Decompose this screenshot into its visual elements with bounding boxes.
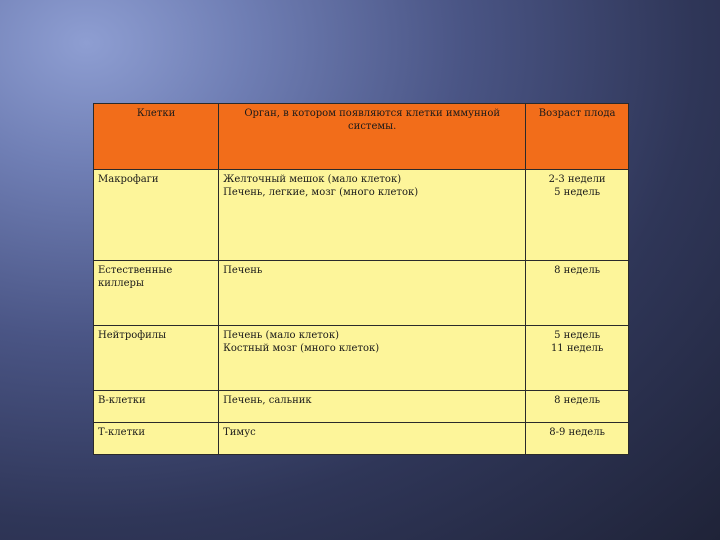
cell-type: Макрофаги xyxy=(94,170,219,261)
table-row xyxy=(94,326,629,391)
age-cell xyxy=(526,261,629,326)
age-line: 8 недель xyxy=(554,395,601,406)
organ-cell xyxy=(219,326,526,391)
header-organ: Орган, в котором появляются клетки иммунной системы. xyxy=(219,104,526,170)
cell-type: В-клетки xyxy=(94,391,219,423)
age-cell xyxy=(526,326,629,391)
age-cell xyxy=(526,423,629,455)
organ-line: Печень (мало клеток) xyxy=(223,330,339,341)
table-row xyxy=(94,423,629,455)
age-line: 8-9 недель xyxy=(549,427,605,438)
organ-cell xyxy=(219,391,526,423)
table-row xyxy=(94,391,629,423)
age-line: 8 недель xyxy=(554,265,601,276)
age-cell xyxy=(526,391,629,423)
table-row xyxy=(94,170,629,261)
header-age: Возраст плода xyxy=(526,104,629,170)
age-line: 11 недель xyxy=(550,343,604,354)
table-row xyxy=(94,261,629,326)
age-line: 2-3 недели xyxy=(548,174,606,185)
organ-cell xyxy=(219,261,526,326)
organ-line: Тимус xyxy=(223,427,256,438)
organ-line: Печень xyxy=(223,265,263,276)
organ-line: Костный мозг (много клеток) xyxy=(223,343,380,354)
organ-cell xyxy=(219,423,526,455)
organ-line: Желточный мешок (мало клеток) xyxy=(223,174,402,185)
age-cell xyxy=(526,170,629,261)
organ-line: Печень, сальник xyxy=(223,395,312,406)
age-line: 5 недель xyxy=(554,187,601,198)
cell-type: Естественные киллеры xyxy=(94,261,219,326)
header-cells: Клетки xyxy=(94,104,219,170)
cell-type: Нейтрофилы xyxy=(94,326,219,391)
table-header-row xyxy=(94,104,629,170)
organ-line: Печень, легкие, мозг (много клеток) xyxy=(223,187,419,198)
cell-type: Т-клетки xyxy=(94,423,219,455)
age-line: 5 недель xyxy=(554,330,601,341)
organ-cell xyxy=(219,170,526,261)
immune-cells-table xyxy=(93,103,629,455)
